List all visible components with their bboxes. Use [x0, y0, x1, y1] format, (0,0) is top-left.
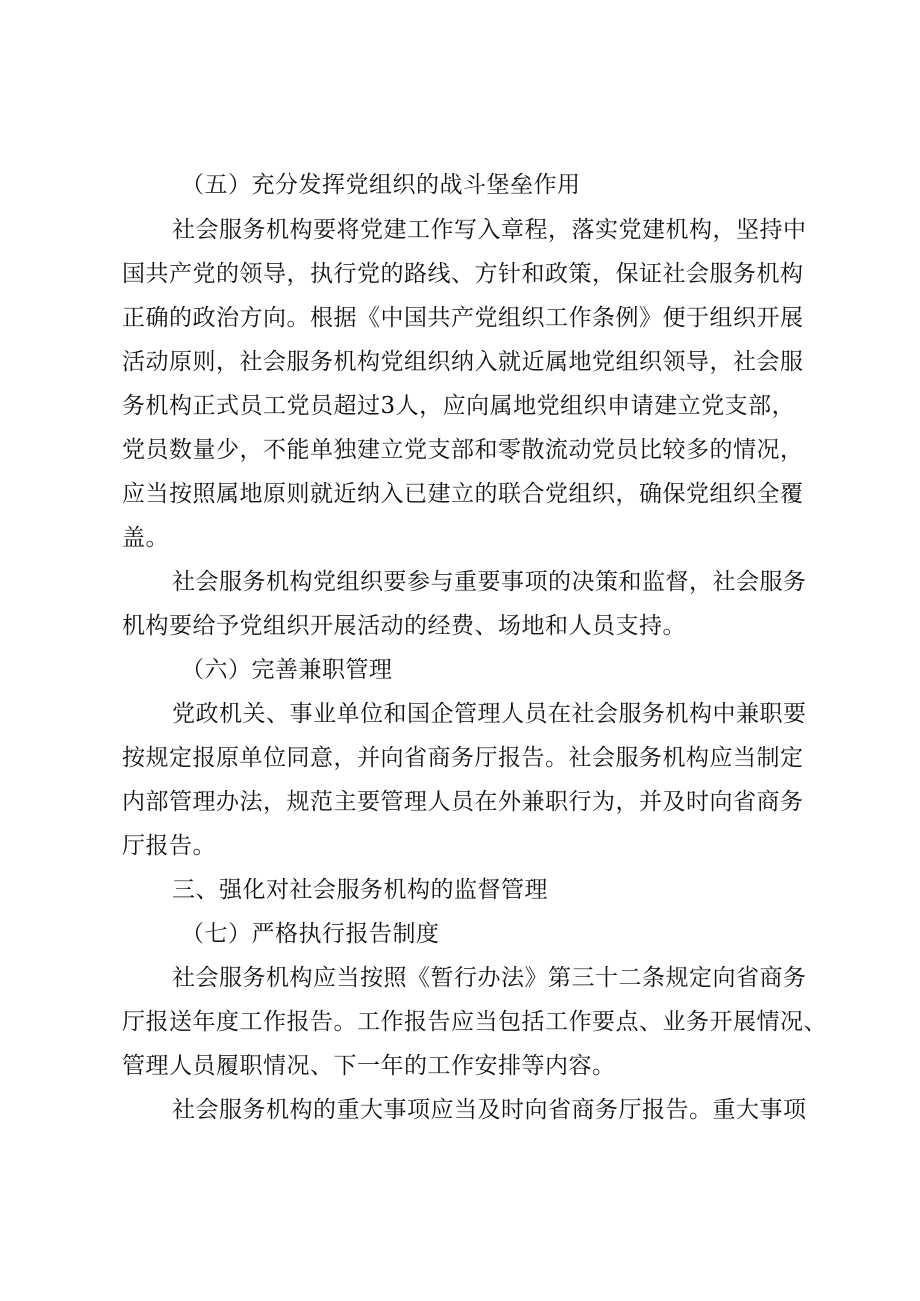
- heading-part-3: 三、强化对社会服务机构的监督管理: [172, 877, 548, 903]
- heading-section-5: （五）充分发挥党组织的战斗堡垒作用: [181, 172, 581, 198]
- paragraph-line: 活动原则，社会服务机构党组织纳入就近属地党组织领导，社会服: [122, 349, 804, 375]
- paragraph-line: 国共产党的领导，执行党的路线、方针和政策，保证社会服务机构: [122, 261, 804, 287]
- paragraph-line: 务机构正式员工党员超过3人，应向属地党组织申请建立党支部，: [122, 393, 796, 419]
- paragraph-line: 厅报送年度工作报告。工作报告应当包括工作要点、业务开展情况、: [122, 1009, 827, 1035]
- paragraph-line: 社会服务机构要将党建工作写入章程，落实党建机构，坚持中: [172, 217, 807, 243]
- paragraph-line: 社会服务机构应当按照《暂行办法》第三十二条规定向省商务: [172, 965, 807, 991]
- heading-section-7: （七）严格执行报告制度: [181, 921, 440, 947]
- paragraph-line: 社会服务机构党组织要参与重要事项的决策和监督，社会服务: [172, 569, 807, 595]
- paragraph-line: 正确的政治方向。根据《中国共产党组织工作条例》便于组织开展: [122, 305, 804, 331]
- paragraph-line: 机构要给予党组织开展活动的经费、场地和人员支持。: [122, 613, 686, 639]
- paragraph-line: 社会服务机构的重大事项应当及时向省商务厅报告。重大事项: [172, 1097, 807, 1123]
- heading-section-6: （六）完善兼职管理: [181, 657, 393, 683]
- paragraph-line: 按规定报原单位同意，并向省商务厅报告。社会服务机构应当制定: [122, 745, 804, 771]
- paragraph-line: 党员数量少，不能单独建立党支部和零散流动党员比较多的情况，: [122, 437, 804, 463]
- paragraph-line: 应当按照属地原则就近纳入已建立的联合党组织，确保党组织全覆: [122, 481, 804, 507]
- paragraph-line: 厅报告。: [122, 833, 216, 859]
- paragraph-line: 党政机关、事业单位和国企管理人员在社会服务机构中兼职要: [172, 701, 807, 727]
- paragraph-line: 内部管理办法，规范主要管理人员在外兼职行为，并及时向省商务: [122, 789, 804, 815]
- paragraph-line: 管理人员履职情况、下一年的工作安排等内容。: [122, 1053, 616, 1079]
- paragraph-line: 盖。: [122, 525, 169, 551]
